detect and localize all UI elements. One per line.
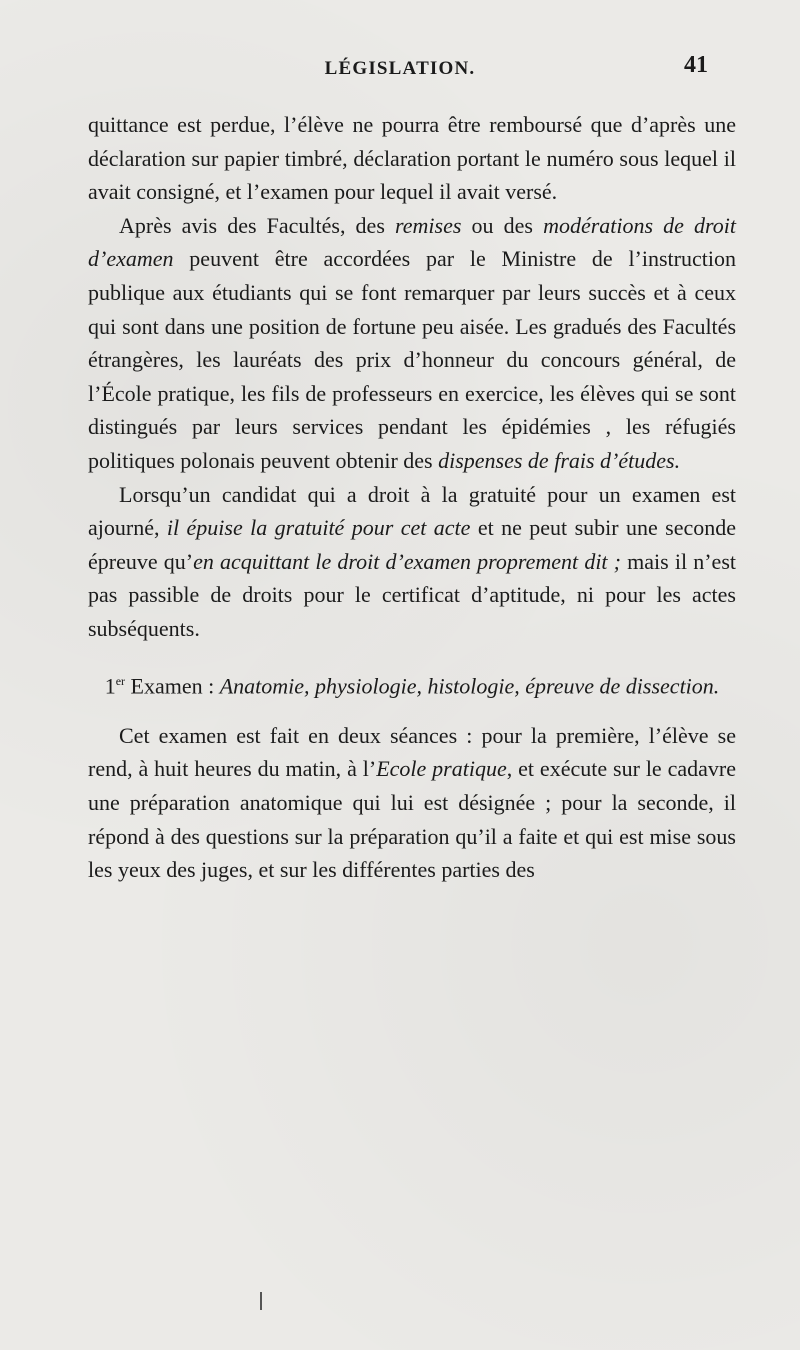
paragraph-3-italic-acquittant: en acquittant le droit d’examen proprement dit ;: [193, 548, 622, 574]
running-title: LÉGISLATION.: [324, 58, 476, 79]
paragraph-4-italic-ecole: Ecole pratique: [376, 756, 507, 782]
paragraph-3-text-b: et ne peut subir une seconde épreuve: [88, 515, 737, 574]
paragraph-2-text-b: ou des: [461, 212, 544, 238]
paragraph-2: [88, 209, 736, 478]
paragraph-2-italic-dispenses: dispenses de frais d’études.: [438, 447, 681, 473]
section-heading: [88, 664, 736, 703]
page-mark: [258, 1292, 264, 1310]
section-subject: Anatomie, physiologie, histologie, épreuve de dissection.: [219, 672, 720, 698]
paragraph-1: [88, 108, 736, 209]
paragraph-3-italic-gratuite: il épuise la gratuité pour cet acte: [166, 515, 471, 541]
paragraph-1-text: quittance est perdue, l’élève ne pourra être remboursé que d’après une déclaration sur papier timbré, déclaration portant le numéro sous lequel il avait consigné, et l’examen pour lequel il avait versé.: [88, 112, 736, 205]
section-number: 1: [104, 672, 116, 698]
paragraph-2-text-a: Après avis des Facultés, des: [119, 212, 395, 238]
paragraph-3-text-qu: qu’: [163, 548, 194, 574]
body-text: [88, 108, 736, 887]
paragraph-3-text-c: mais il n’est pas passible de droits pour le certificat d’aptitude, ni pour les actes subséquents.: [88, 548, 736, 641]
page-number: 41: [684, 52, 708, 78]
page-header: [0, 52, 800, 86]
paragraph-4-text-a: Cet examen est fait en deux séances : pour la première, l’élève se rend, à huit heures du matin, à l’: [88, 722, 736, 782]
section-superscript: er: [115, 673, 126, 688]
section-label: Examen :: [125, 672, 220, 698]
paragraph-2-italic-remises: remises: [395, 212, 462, 238]
paragraph-3-text-a: Lorsqu’un candidat qui a droit à la gratuité pour un examen est ajourné,: [88, 481, 736, 541]
paragraph-4-text-b: , et exécute sur le cadavre une préparation anatomique qui lui est désignée ; pour la seconde, il répond à des questions sur la préparation qu’il a faite et qui est mise sous les yeux des juges, et sur les différentes parties des: [88, 756, 736, 883]
paragraph-3: [88, 478, 736, 646]
paragraph-4: [88, 719, 736, 887]
paragraph-2-italic-moderations: modérations de droit d’examen: [88, 212, 737, 272]
paragraph-2-text-c: peuvent être accordées par le Ministre de l’instruction publique aux étudiants qui se font remarquer par leurs succès et à ceux qui sont dans une position de fortune peu aisée. Les gradués des Facultés étrangères, les lauréats des prix d’honneur du concours général, de l’École pratique, les fils de professeurs en exercice, les élèves qui se sont distingués par leurs services pendant les épidémies , les réfugiés politiques polonais peuvent obtenir des: [88, 246, 736, 473]
